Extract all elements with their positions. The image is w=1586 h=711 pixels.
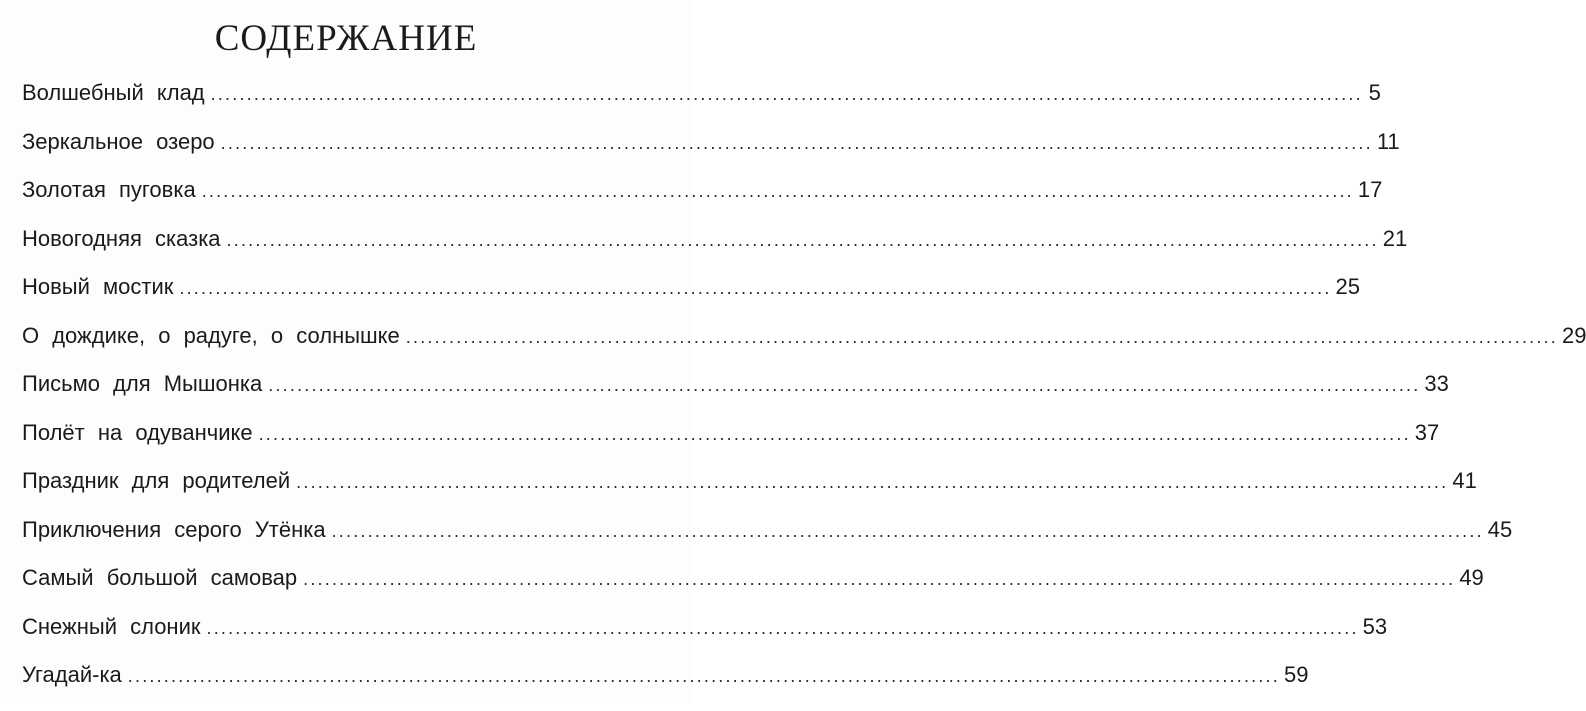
toc-dot-leader: ................................................................................................................................................................: [405, 326, 1558, 347]
toc-dot-leader: ................................................................................................................................................................: [220, 132, 1373, 153]
toc-entry-title: Приключения серого Утёнка: [22, 516, 326, 542]
toc-entry-page: 21: [1382, 225, 1408, 251]
toc-entry-page: 59: [1283, 662, 1309, 687]
toc-entry-title: Волшебный клад: [22, 80, 205, 105]
toc-entry-title: Письмо для Мышонка: [22, 371, 263, 396]
toc-entry-page: 17: [1357, 177, 1383, 202]
contents-title: СОДЕРЖАНИЕ: [214, 18, 478, 59]
toc-entry-title: Зеркальное озеро: [22, 128, 215, 154]
toc-entry-title: Снежный слоник: [22, 613, 201, 639]
toc-entry-page: 49: [1459, 565, 1484, 590]
toc-entry[interactable]: [22, 662, 1309, 711]
toc-entry-page: 45: [1487, 516, 1513, 542]
toc-dot-leader: ................................................................................................................................................................: [331, 520, 1484, 541]
toc-entry-page: 53: [1362, 613, 1388, 639]
toc-entry[interactable]: [22, 516, 1513, 566]
toc-entry[interactable]: [22, 177, 1383, 226]
toc-entry-title: Золотая пуговка: [22, 177, 196, 202]
toc-dot-leader: ................................................................................................................................................................: [206, 617, 1359, 638]
toc-entry[interactable]: [22, 419, 1440, 469]
toc-dot-leader: ................................................................................................................................................................: [179, 278, 1332, 298]
toc-entry-page: 25: [1335, 274, 1361, 299]
toc-entry[interactable]: [22, 322, 1586, 372]
toc-dot-leader: ................................................................................................................................................................: [303, 569, 1456, 589]
toc-entry-title: Новогодняя сказка: [22, 225, 221, 251]
toc-entry[interactable]: [22, 613, 1388, 663]
toc-entry-title: Праздник для родителей: [22, 468, 291, 493]
toc-entry-title: Полёт на одуванчике: [22, 419, 253, 445]
toc-entry[interactable]: [22, 128, 1400, 178]
toc-entry-page: 37: [1414, 419, 1440, 445]
toc-entry[interactable]: [22, 80, 1381, 129]
toc-list: [22, 80, 1586, 711]
toc-entry-title: Угадай-ка: [22, 662, 122, 687]
toc-entry-page: 29: [1561, 322, 1586, 348]
toc-dot-leader: ................................................................................................................................................................: [201, 181, 1354, 201]
toc-entry[interactable]: [22, 371, 1449, 420]
toc-entry-title: Новый мостик: [22, 274, 174, 299]
toc-entry-page: 5: [1368, 80, 1381, 105]
toc-dot-leader: ................................................................................................................................................................: [258, 423, 1411, 444]
toc-dot-leader: ................................................................................................................................................................: [226, 229, 1379, 250]
toc-entry-page: 11: [1376, 128, 1400, 154]
toc-entry-title: О дождике, о радуге, о солнышке: [22, 322, 400, 348]
toc-dot-leader: ................................................................................................................................................................: [296, 472, 1449, 492]
toc-entry-page: 41: [1452, 468, 1477, 493]
toc-dot-leader: ................................................................................................................................................................: [268, 375, 1421, 395]
toc-entry-title: Самый большой самовар: [22, 565, 298, 590]
toc-entry[interactable]: [22, 274, 1361, 323]
toc-dot-leader: ................................................................................................................................................................: [127, 666, 1280, 686]
toc-entry[interactable]: [22, 565, 1484, 614]
toc-entry-page: 33: [1424, 371, 1449, 396]
toc-dot-leader: ................................................................................................................................................................: [210, 84, 1363, 104]
toc-entry[interactable]: [22, 468, 1477, 517]
toc-entry[interactable]: [22, 225, 1408, 275]
